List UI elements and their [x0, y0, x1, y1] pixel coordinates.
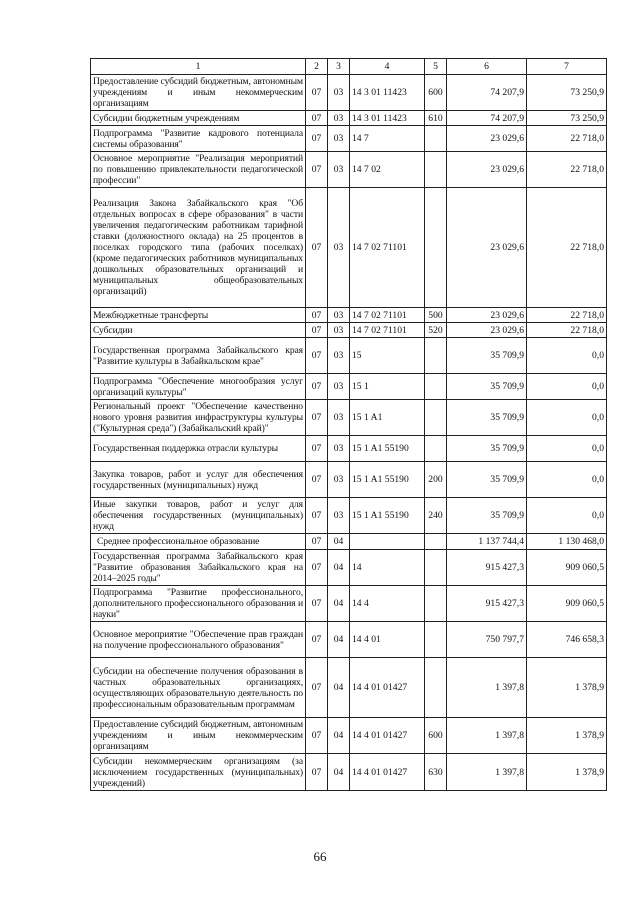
amount-year1-cell: 74 207,9: [447, 75, 527, 111]
section-code-cell: 07: [306, 550, 328, 586]
subsection-code-cell: 03: [328, 152, 350, 188]
row-name-cell: Реализация Закона Забайкальского края "Об отдельных вопросах в сфере образования" в части увеличения педагогическим работникам тарифной ставки (должностного оклада) на 25 процентов в поселках городского типа (рабочих поселках) (кроме педагогических работников муниципальных дошкольных образовательных организаций и муниципальных общеобразовательных организаций): [91, 188, 306, 308]
amount-year1-cell: 35 709,9: [447, 462, 527, 498]
table-row: [91, 658, 607, 718]
target-article-cell: 15 1: [350, 374, 425, 400]
expense-type-cell: [425, 188, 447, 308]
row-name-cell: Иные закупки товаров, работ и услуг для обеспечения государственных (муниципальных) нужд: [91, 498, 306, 534]
table-row: [91, 188, 607, 308]
subsection-code-cell: 03: [328, 126, 350, 152]
target-article-cell: 14 7 02 71101: [350, 188, 425, 308]
row-name-cell: Государственная программа Забайкальского края "Развитие культуры в Забайкальском крае": [91, 338, 306, 374]
section-code-cell: 07: [306, 400, 328, 436]
column-header: 5: [425, 59, 447, 75]
section-code-cell: 07: [306, 718, 328, 754]
expense-type-cell: [425, 534, 447, 550]
section-code-cell: 07: [306, 323, 328, 338]
target-article-cell: 14 4 01: [350, 622, 425, 658]
amount-year1-cell: 74 207,9: [447, 111, 527, 126]
table-row: [91, 126, 607, 152]
subsection-code-cell: 03: [328, 111, 350, 126]
amount-year2-cell: 73 250,9: [527, 111, 607, 126]
row-name-cell: Закупка товаров, работ и услуг для обеспечения государственных (муниципальных) нужд: [91, 462, 306, 498]
section-code-cell: 07: [306, 75, 328, 111]
amount-year2-cell: 746 658,3: [527, 622, 607, 658]
amount-year2-cell: 1 378,9: [527, 658, 607, 718]
section-code-cell: 07: [306, 586, 328, 622]
row-name-cell: Субсидии бюджетным учреждениям: [91, 111, 306, 126]
amount-year1-cell: 750 797,7: [447, 622, 527, 658]
table-row: [91, 586, 607, 622]
row-name-cell: Подпрограмма "Обеспечение многообразия услуг организаций культуры": [91, 374, 306, 400]
expense-type-cell: [425, 658, 447, 718]
expense-type-cell: 600: [425, 718, 447, 754]
amount-year1-cell: 23 029,6: [447, 152, 527, 188]
expense-type-cell: [425, 622, 447, 658]
target-article-cell: 14 4 01 01427: [350, 658, 425, 718]
row-name-cell: Среднее профессиональное образование: [91, 534, 306, 550]
table-row: [91, 400, 607, 436]
section-code-cell: 07: [306, 534, 328, 550]
target-article-cell: 14 3 01 11423: [350, 111, 425, 126]
budget-table: [90, 58, 607, 791]
amount-year2-cell: 1 130 468,0: [527, 534, 607, 550]
table-row: [91, 308, 607, 323]
subsection-code-cell: 04: [328, 534, 350, 550]
expense-type-cell: 630: [425, 754, 447, 791]
section-code-cell: 07: [306, 126, 328, 152]
amount-year2-cell: 22 718,0: [527, 152, 607, 188]
section-code-cell: 07: [306, 374, 328, 400]
row-name-cell: Межбюджетные трансферты: [91, 308, 306, 323]
target-article-cell: 14 7: [350, 126, 425, 152]
amount-year2-cell: 0,0: [527, 498, 607, 534]
expense-type-cell: 500: [425, 308, 447, 323]
column-header: 4: [350, 59, 425, 75]
section-code-cell: 07: [306, 436, 328, 462]
target-article-cell: 15 1 A1 55190: [350, 462, 425, 498]
table-row: [91, 498, 607, 534]
section-code-cell: 07: [306, 308, 328, 323]
target-article-cell: 15: [350, 338, 425, 374]
row-name-cell: Основное мероприятие "Реализация мероприятий по повышению привлекательности педагогической профессии": [91, 152, 306, 188]
amount-year1-cell: 35 709,9: [447, 400, 527, 436]
row-name-cell: Основное мероприятие "Обеспечение прав граждан на получение профессионального образования": [91, 622, 306, 658]
expense-type-cell: 600: [425, 75, 447, 111]
section-code-cell: 07: [306, 622, 328, 658]
amount-year2-cell: 1 378,9: [527, 718, 607, 754]
row-name-cell: Подпрограмма "Развитие профессионального, дополнительного профессионального образования и науки": [91, 586, 306, 622]
page-number: 66: [313, 849, 327, 864]
amount-year1-cell: 35 709,9: [447, 374, 527, 400]
amount-year2-cell: 0,0: [527, 400, 607, 436]
row-name-cell: Предоставление субсидий бюджетным, автономным учреждениям и иным некоммерческим организациям: [91, 718, 306, 754]
expense-type-cell: [425, 586, 447, 622]
target-article-cell: 15 1 A1 55190: [350, 498, 425, 534]
target-article-cell: [350, 534, 425, 550]
target-article-cell: 14 7 02: [350, 152, 425, 188]
table-row: [91, 323, 607, 338]
subsection-code-cell: 03: [328, 323, 350, 338]
expense-type-cell: [425, 436, 447, 462]
amount-year2-cell: 0,0: [527, 338, 607, 374]
table-row: [91, 374, 607, 400]
table-row: [91, 436, 607, 462]
amount-year1-cell: 1 397,8: [447, 718, 527, 754]
amount-year2-cell: 909 060,5: [527, 586, 607, 622]
amount-year2-cell: 0,0: [527, 374, 607, 400]
section-code-cell: 07: [306, 498, 328, 534]
subsection-code-cell: 03: [328, 75, 350, 111]
subsection-code-cell: 03: [328, 400, 350, 436]
amount-year1-cell: 35 709,9: [447, 338, 527, 374]
section-code-cell: 07: [306, 111, 328, 126]
subsection-code-cell: 03: [328, 338, 350, 374]
section-code-cell: 07: [306, 462, 328, 498]
expense-type-cell: [425, 400, 447, 436]
target-article-cell: 14 4: [350, 586, 425, 622]
section-code-cell: 07: [306, 754, 328, 791]
target-article-cell: 15 1 A1: [350, 400, 425, 436]
table-row: [91, 462, 607, 498]
table-row: [91, 152, 607, 188]
expense-type-cell: [425, 550, 447, 586]
target-article-cell: 14 7 02 71101: [350, 308, 425, 323]
target-article-cell: 14: [350, 550, 425, 586]
amount-year1-cell: 23 029,6: [447, 323, 527, 338]
subsection-code-cell: 04: [328, 586, 350, 622]
target-article-cell: 14 4 01 01427: [350, 754, 425, 791]
amount-year1-cell: 23 029,6: [447, 126, 527, 152]
expense-type-cell: [425, 374, 447, 400]
amount-year2-cell: 909 060,5: [527, 550, 607, 586]
subsection-code-cell: 03: [328, 374, 350, 400]
column-header: 2: [306, 59, 328, 75]
target-article-cell: 14 4 01 01427: [350, 718, 425, 754]
subsection-code-cell: 04: [328, 550, 350, 586]
subsection-code-cell: 03: [328, 308, 350, 323]
amount-year1-cell: 1 397,8: [447, 658, 527, 718]
amount-year1-cell: 35 709,9: [447, 436, 527, 462]
column-header: 6: [447, 59, 527, 75]
amount-year1-cell: 23 029,6: [447, 308, 527, 323]
subsection-code-cell: 04: [328, 754, 350, 791]
amount-year1-cell: 35 709,9: [447, 498, 527, 534]
expense-type-cell: 240: [425, 498, 447, 534]
amount-year2-cell: 22 718,0: [527, 188, 607, 308]
amount-year1-cell: 915 427,3: [447, 550, 527, 586]
amount-year2-cell: 22 718,0: [527, 126, 607, 152]
expense-type-cell: [425, 126, 447, 152]
subsection-code-cell: 04: [328, 622, 350, 658]
table-header-row: [91, 59, 607, 75]
target-article-cell: 15 1 A1 55190: [350, 436, 425, 462]
subsection-code-cell: 04: [328, 658, 350, 718]
row-name-cell: Государственная программа Забайкальского края "Развитие образования Забайкальского края на 2014–2025 годы": [91, 550, 306, 586]
amount-year1-cell: 23 029,6: [447, 188, 527, 308]
amount-year2-cell: 22 718,0: [527, 308, 607, 323]
expense-type-cell: [425, 338, 447, 374]
row-name-cell: Субсидии некоммерческим организациям (за исключением государственных (муниципальных) учреждений): [91, 754, 306, 791]
row-name-cell: Государственная поддержка отрасли культуры: [91, 436, 306, 462]
section-code-cell: 07: [306, 338, 328, 374]
row-name-cell: Региональный проект "Обеспечение качественно нового уровня развития инфраструктуры культуры ("Культурная среда") (Забайкальский край)": [91, 400, 306, 436]
amount-year2-cell: 0,0: [527, 462, 607, 498]
subsection-code-cell: 03: [328, 462, 350, 498]
amount-year1-cell: 1 397,8: [447, 754, 527, 791]
amount-year2-cell: 0,0: [527, 436, 607, 462]
subsection-code-cell: 03: [328, 498, 350, 534]
table-row: [91, 718, 607, 754]
table-row: [91, 75, 607, 111]
section-code-cell: 07: [306, 188, 328, 308]
column-header: 1: [91, 59, 306, 75]
row-name-cell: Субсидии на обеспечение получения образования в частных образовательных организациях, осуществляющих образовательную деятельность по профессиональным образовательным программам: [91, 658, 306, 718]
subsection-code-cell: 04: [328, 718, 350, 754]
column-header: 7: [527, 59, 607, 75]
section-code-cell: 07: [306, 152, 328, 188]
table-row: [91, 338, 607, 374]
row-name-cell: Субсидии: [91, 323, 306, 338]
table-row: [91, 622, 607, 658]
expense-type-cell: 200: [425, 462, 447, 498]
row-name-cell: Предоставление субсидий бюджетным, автономным учреждениям и иным некоммерческим организациям: [91, 75, 306, 111]
table-row: [91, 754, 607, 791]
subsection-code-cell: 03: [328, 436, 350, 462]
expense-type-cell: 610: [425, 111, 447, 126]
expense-type-cell: 520: [425, 323, 447, 338]
table-row: [91, 534, 607, 550]
target-article-cell: 14 3 01 11423: [350, 75, 425, 111]
target-article-cell: 14 7 02 71101: [350, 323, 425, 338]
amount-year2-cell: 73 250,9: [527, 75, 607, 111]
table-row: [91, 550, 607, 586]
table-row: [91, 111, 607, 126]
amount-year1-cell: 915 427,3: [447, 586, 527, 622]
amount-year1-cell: 1 137 744,4: [447, 534, 527, 550]
expense-type-cell: [425, 152, 447, 188]
section-code-cell: 07: [306, 658, 328, 718]
column-header: 3: [328, 59, 350, 75]
amount-year2-cell: 22 718,0: [527, 323, 607, 338]
subsection-code-cell: 03: [328, 188, 350, 308]
amount-year2-cell: 1 378,9: [527, 754, 607, 791]
row-name-cell: Подпрограмма "Развитие кадрового потенциала системы образования": [91, 126, 306, 152]
